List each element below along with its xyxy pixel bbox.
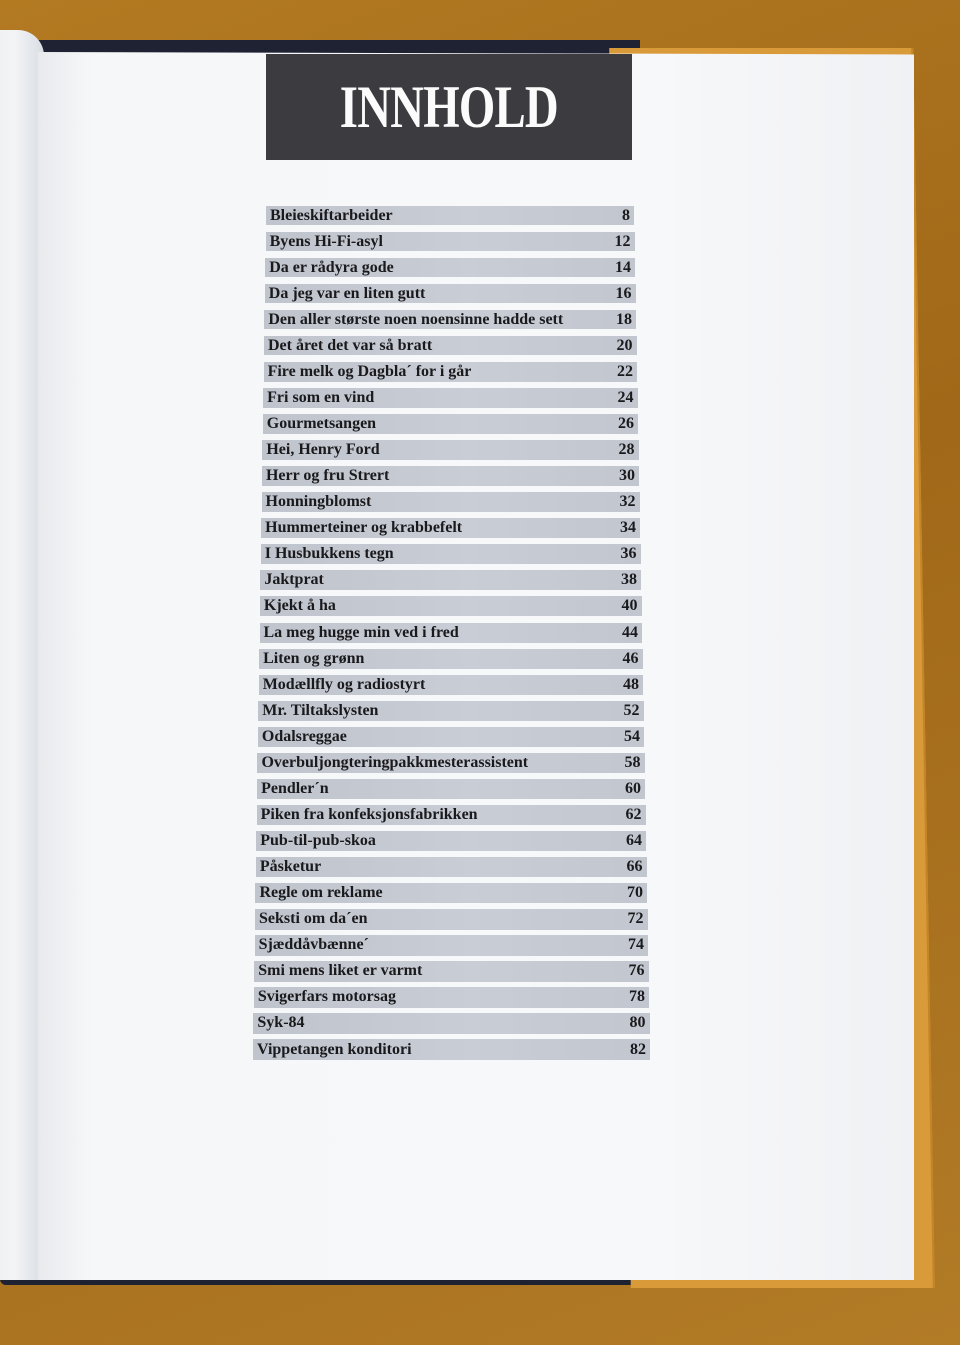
toc-entry xyxy=(258,727,644,747)
toc-entry xyxy=(259,649,642,669)
toc-entry-page-number: 76 xyxy=(628,962,645,980)
toc-entry-title: Herr og fru Strert xyxy=(265,467,390,485)
toc-entry xyxy=(257,753,644,773)
toc-entry xyxy=(253,1013,649,1034)
toc-entry xyxy=(266,206,634,225)
toc-entry xyxy=(264,362,637,381)
toc-entry-title: Pendler´n xyxy=(261,779,329,797)
toc-entry xyxy=(256,857,647,878)
toc-entry-title: Påsketur xyxy=(259,858,322,876)
toc-entry-title: Gourmetsangen xyxy=(266,415,377,432)
toc-entry-title: Hei, Henry Ford xyxy=(266,441,380,459)
toc-entry-title: Overbuljongteringpakkmesterassistent xyxy=(261,753,529,771)
toc-entry-title: Fire melk og Dagbla´ for i går xyxy=(267,362,472,380)
toc-entry-title: Seksti om da´en xyxy=(259,910,368,928)
toc-entry xyxy=(257,779,645,799)
toc-entry-page-number: 80 xyxy=(629,1014,646,1032)
toc-entry-page-number: 30 xyxy=(619,467,635,485)
toc-entry-title: Hummerteiner og krabbefelt xyxy=(265,519,463,537)
toc-entry-page-number: 40 xyxy=(621,597,638,615)
toc-entry xyxy=(254,987,649,1008)
toc-entry-title: Syk-84 xyxy=(257,1014,305,1032)
toc-entry-title: Sjæddåvbænne´ xyxy=(258,936,369,954)
toc-entry-title: Vippetangen konditori xyxy=(257,1040,412,1058)
toc-entry xyxy=(262,440,638,460)
toc-entry-page-number: 82 xyxy=(630,1040,646,1058)
toc-entry-title: Kjekt å ha xyxy=(263,597,336,615)
toc-entry xyxy=(261,518,640,538)
toc-entry-title: Modællfly og radiostyrt xyxy=(262,675,426,693)
toc-entry xyxy=(258,701,643,721)
toc-entry-title: Regle om reklame xyxy=(259,884,383,902)
toc-entry xyxy=(263,414,638,434)
toc-entry xyxy=(262,492,640,512)
toc-entry xyxy=(259,675,643,695)
toc-entry-page-number: 64 xyxy=(626,832,642,849)
toc-entry-title: Jaktprat xyxy=(264,571,324,589)
toc-entry-page-number: 20 xyxy=(616,336,633,354)
toc-entry-page-number: 72 xyxy=(627,910,644,928)
toc-entry-title: Pub-til-pub-skoa xyxy=(260,832,376,849)
toc-entry-title: Da er rådyra gode xyxy=(269,258,394,276)
toc-entry-title: Odalsreggae xyxy=(261,727,347,745)
toc-entry xyxy=(255,935,648,956)
toc-entry-title: Byens Hi-Fi-asyl xyxy=(269,232,383,250)
toc-entry xyxy=(255,883,647,904)
toc-entry-title: Liten og grønn xyxy=(263,649,365,667)
toc-entry xyxy=(260,623,643,643)
toc-entry-page-number: 46 xyxy=(622,649,639,667)
toc-entry xyxy=(264,310,636,329)
toc-entry-page-number: 78 xyxy=(629,988,645,1006)
toc-entry-page-number: 62 xyxy=(625,805,642,823)
toc-entry xyxy=(253,1039,650,1060)
toc-entry-title: Den aller største noen noensinne hadde sett xyxy=(268,310,564,328)
toc-entry xyxy=(260,570,641,590)
toc-entry-page-number: 14 xyxy=(615,258,631,276)
toc-entry-page-number: 12 xyxy=(614,232,631,250)
toc-entry-page-number: 16 xyxy=(615,284,632,302)
toc-entry-page-number: 18 xyxy=(616,310,632,328)
toc-entry xyxy=(255,909,647,930)
toc-entry-page-number: 58 xyxy=(624,753,641,771)
toc-entry xyxy=(254,961,648,982)
toc-entry-page-number: 70 xyxy=(627,884,643,902)
toc-entry xyxy=(265,258,635,277)
toc-entry-page-number: 24 xyxy=(617,388,634,406)
toc-entry-page-number: 44 xyxy=(622,623,638,641)
toc-entry-page-number: 48 xyxy=(623,675,639,693)
toc-entry-page-number: 52 xyxy=(623,701,640,719)
toc-entry-page-number: 66 xyxy=(626,858,643,876)
toc-entry-page-number: 34 xyxy=(620,519,636,537)
toc-entry-page-number: 8 xyxy=(622,206,630,224)
toc-entry xyxy=(263,388,637,407)
toc-entry-title: Piken fra konfeksjonsfabrikken xyxy=(260,805,478,823)
toc-entry-title: La meg hugge min ved i fred xyxy=(263,623,459,641)
toc-entry-title: Det året det var så bratt xyxy=(267,336,433,354)
toc-entry-page-number: 54 xyxy=(624,727,640,745)
toc-entry xyxy=(256,831,646,852)
toc-entry-page-number: 26 xyxy=(618,415,634,432)
toc-entry-title: Mr. Tiltakslysten xyxy=(262,701,379,719)
toc-entry-title: I Husbukkens tegn xyxy=(264,545,394,563)
toc-entry-page-number: 32 xyxy=(619,493,636,511)
toc-entry-title: Svigerfars motorsag xyxy=(257,988,396,1006)
toc-entry-page-number: 22 xyxy=(617,362,633,380)
toc-entry xyxy=(266,232,635,251)
toc-entry-page-number: 74 xyxy=(628,936,644,954)
toc-entry xyxy=(264,336,637,355)
toc-entry-title: Smi mens liket er varmt xyxy=(258,962,423,980)
toc-entry-title: Fri som en vind xyxy=(267,388,375,406)
toc-entry xyxy=(260,596,642,616)
toc-entry-title: Da jeg var en liten gutt xyxy=(268,284,426,302)
toc-entry-page-number: 28 xyxy=(618,441,635,459)
toc-entry-title: Honningblomst xyxy=(265,493,372,511)
toc-entry xyxy=(265,284,636,303)
toc-entry-title: Bleieskiftarbeider xyxy=(270,206,393,224)
page-title: INNHOLD xyxy=(339,73,559,140)
toc-entry-page-number: 38 xyxy=(621,571,637,589)
toc-entry xyxy=(262,466,639,486)
toc-entry xyxy=(261,544,641,564)
toc-entry-page-number: 36 xyxy=(620,545,637,563)
toc-entry-page-number: 60 xyxy=(625,779,641,797)
toc-entry xyxy=(257,805,646,825)
